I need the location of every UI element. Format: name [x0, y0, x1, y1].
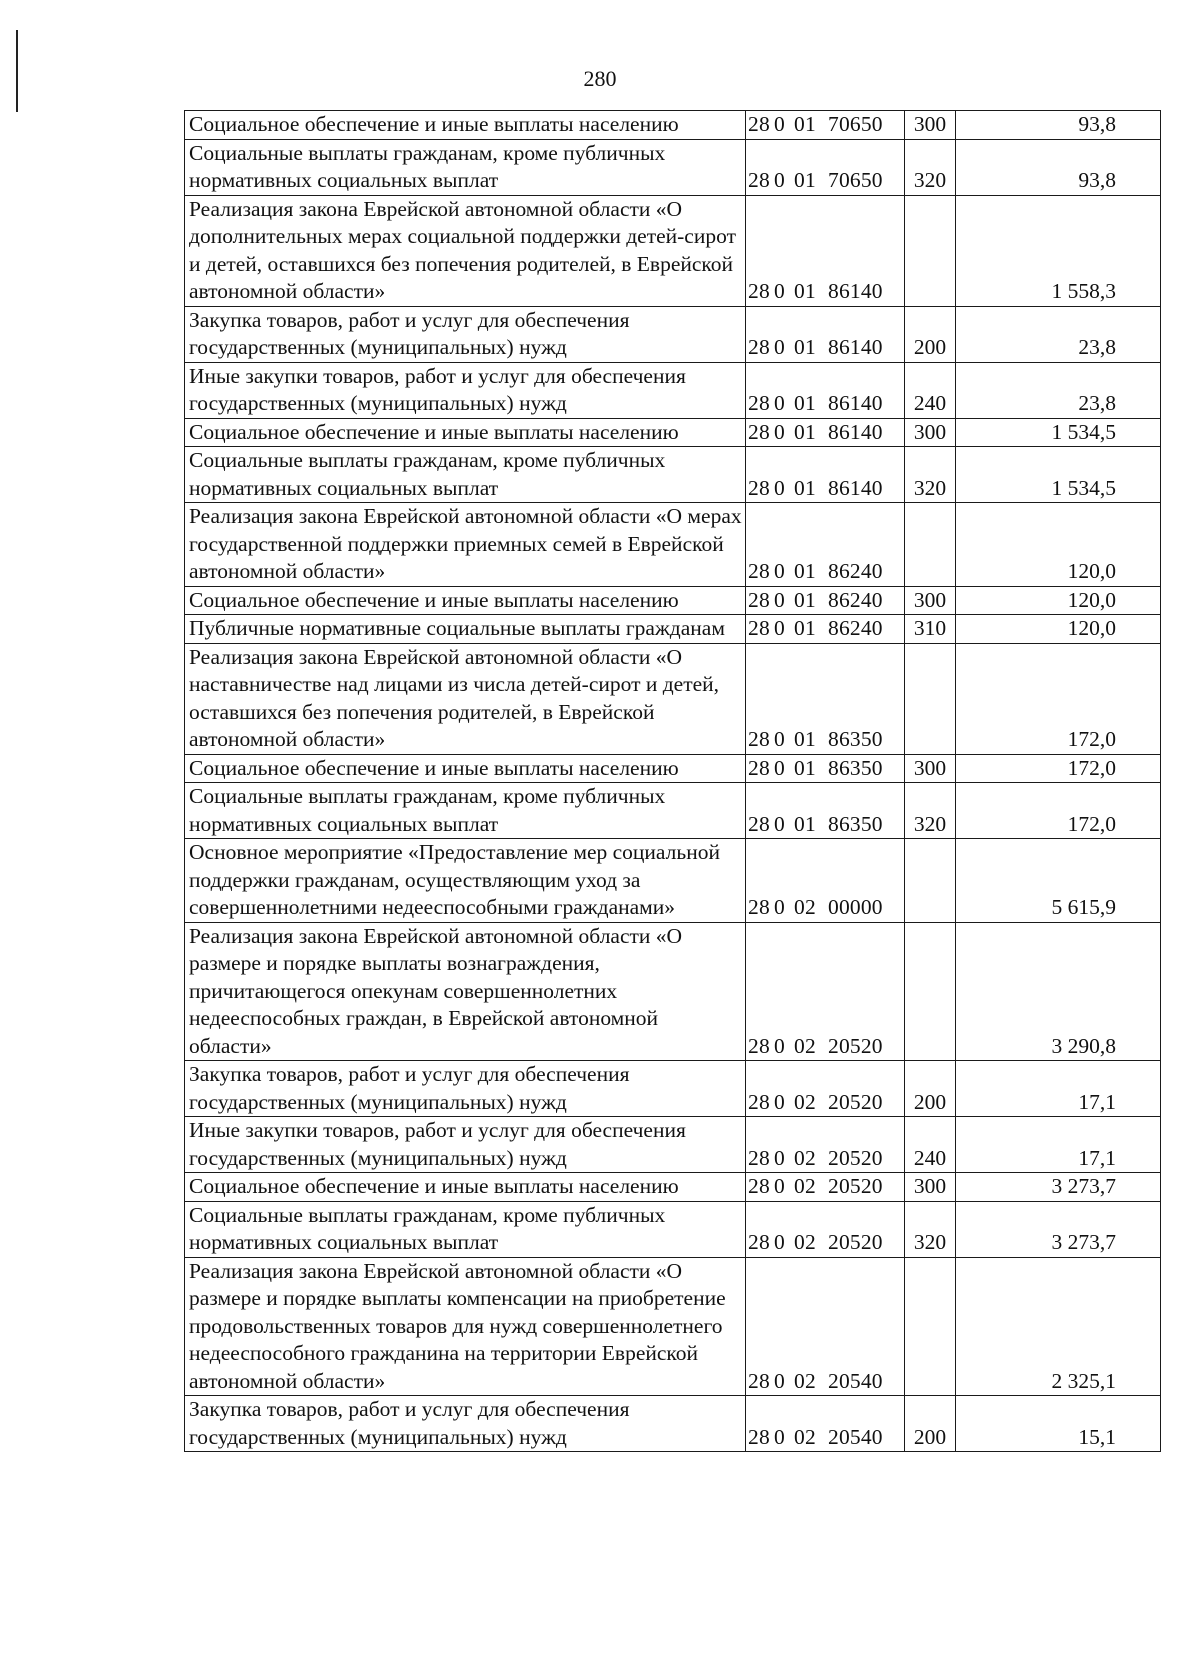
- table-row: [185, 111, 1161, 140]
- expense-name-cell: Социальные выплаты гражданам, кроме публичных нормативных социальных выплат: [185, 447, 746, 503]
- code-segment: 0: [774, 112, 785, 136]
- expense-name-cell: Закупка товаров, работ и услуг для обеспечения государственных (муниципальных) нужд: [185, 1396, 746, 1452]
- code-segment: 28: [748, 727, 770, 751]
- table-row: [185, 783, 1161, 839]
- code-segment: 28: [748, 1174, 770, 1198]
- expense-type-cell: 200: [905, 1061, 956, 1117]
- code-segment: 86240: [828, 616, 883, 640]
- code-segment: 28: [748, 1145, 770, 1170]
- code-segment: 0: [774, 168, 785, 192]
- expense-type-cell: 300: [905, 111, 956, 140]
- target-article-code-cell: [746, 586, 905, 615]
- code-segment: 0: [774, 587, 785, 612]
- code-segment: 28: [748, 391, 770, 415]
- expense-type-cell: 320: [905, 783, 956, 839]
- table-row: [185, 1201, 1161, 1257]
- code-segment: 28: [748, 1033, 770, 1058]
- code-segment: 20520: [828, 1145, 883, 1170]
- target-article-code-cell: [746, 195, 905, 306]
- expense-type-cell: [905, 643, 956, 754]
- expense-name-cell: Основное мероприятие «Предоставление мер социальной поддержки гражданам, осуществляющим уход за совершеннолетними недееспособными гражданами»: [185, 839, 746, 923]
- amount-cell: 1 558,3: [956, 195, 1161, 306]
- target-article-code-cell: [746, 754, 905, 783]
- target-article-code-cell: [746, 306, 905, 362]
- amount-cell: 23,8: [956, 306, 1161, 362]
- expense-type-cell: [905, 195, 956, 306]
- page-number: 280: [583, 66, 617, 91]
- code-segment: 86350: [828, 727, 883, 751]
- expense-name-cell: Реализация закона Еврейской автономной области «О наставничестве над лицами из числа детей-сирот и детей, оставшихся без попечения родителей, в Еврейской автономной области»: [185, 643, 746, 754]
- code-segment: 01: [794, 391, 816, 415]
- table-row: [185, 922, 1161, 1061]
- code-segment: 01: [794, 616, 816, 640]
- amount-cell: 120,0: [956, 503, 1161, 587]
- code-segment: 70650: [828, 168, 883, 192]
- expense-type-cell: 240: [905, 362, 956, 418]
- code-segment: 0: [774, 1089, 785, 1114]
- expense-name-cell: Публичные нормативные социальные выплаты гражданам: [185, 615, 746, 644]
- code-segment: 01: [794, 811, 816, 836]
- code-segment: 02: [794, 1089, 816, 1114]
- code-segment: 86140: [828, 419, 883, 444]
- code-segment: 0: [774, 419, 785, 444]
- amount-cell: 120,0: [956, 615, 1161, 644]
- target-article-code-cell: [746, 447, 905, 503]
- table-row: [185, 139, 1161, 195]
- target-article-code-cell: [746, 1061, 905, 1117]
- code-segment: 20520: [828, 1089, 883, 1114]
- code-segment: 02: [794, 1145, 816, 1170]
- amount-cell: 172,0: [956, 643, 1161, 754]
- code-segment: 0: [774, 755, 785, 780]
- code-segment: 70650: [828, 112, 883, 136]
- code-segment: 02: [794, 1174, 816, 1198]
- code-segment: 0: [774, 1368, 785, 1393]
- expense-type-cell: 320: [905, 1201, 956, 1257]
- expense-name-cell: Реализация закона Еврейской автономной области «О мерах государственной поддержки приемных семей в Еврейской автономной области»: [185, 503, 746, 587]
- code-segment: 01: [794, 168, 816, 192]
- amount-cell: 23,8: [956, 362, 1161, 418]
- code-segment: 01: [794, 419, 816, 444]
- expense-type-cell: 320: [905, 447, 956, 503]
- code-segment: 28: [748, 168, 770, 192]
- code-segment: 0: [774, 559, 785, 583]
- code-segment: 28: [748, 587, 770, 612]
- code-segment: 28: [748, 559, 770, 583]
- expense-type-cell: 240: [905, 1117, 956, 1173]
- code-segment: 86350: [828, 811, 883, 836]
- table-row: [185, 1173, 1161, 1202]
- amount-cell: 172,0: [956, 754, 1161, 783]
- table-row: [185, 447, 1161, 503]
- amount-cell: 1 534,5: [956, 418, 1161, 447]
- code-segment: 20540: [828, 1424, 883, 1449]
- expense-name-cell: Реализация закона Еврейской автономной области «О дополнительных мерах социальной поддержки детей-сирот и детей, оставшихся без попечения родителей, в Еврейской автономной области»: [185, 195, 746, 306]
- target-article-code-cell: [746, 1257, 905, 1396]
- amount-cell: 3 290,8: [956, 922, 1161, 1061]
- code-segment: 28: [748, 755, 770, 780]
- code-segment: 01: [794, 335, 816, 359]
- expense-name-cell: Социальное обеспечение и иные выплаты населению: [185, 586, 746, 615]
- code-segment: 28: [748, 279, 770, 303]
- code-segment: 0: [774, 1145, 785, 1170]
- table-row: [185, 615, 1161, 644]
- code-segment: 01: [794, 755, 816, 780]
- target-article-code-cell: [746, 1173, 905, 1202]
- code-segment: 28: [748, 1424, 770, 1449]
- code-segment: 00000: [828, 895, 883, 919]
- target-article-code-cell: [746, 1117, 905, 1173]
- amount-cell: 93,8: [956, 139, 1161, 195]
- expense-type-cell: [905, 922, 956, 1061]
- expense-name-cell: Социальное обеспечение и иные выплаты населению: [185, 1173, 746, 1202]
- expense-type-cell: 300: [905, 418, 956, 447]
- expense-name-cell: Закупка товаров, работ и услуг для обеспечения государственных (муниципальных) нужд: [185, 306, 746, 362]
- expense-name-cell: Реализация закона Еврейской автономной области «О размере и порядке выплаты компенсации на приобретение продовольственных товаров для нужд совершеннолетнего недееспособного гражданина на территории Еврейской автономной области»: [185, 1257, 746, 1396]
- expense-type-cell: [905, 1257, 956, 1396]
- table-row: [185, 306, 1161, 362]
- code-segment: 0: [774, 811, 785, 836]
- amount-cell: 2 325,1: [956, 1257, 1161, 1396]
- target-article-code-cell: [746, 503, 905, 587]
- code-segment: 0: [774, 616, 785, 640]
- expense-name-cell: Социальное обеспечение и иные выплаты населению: [185, 111, 746, 140]
- code-segment: 02: [794, 1424, 816, 1449]
- code-segment: 20540: [828, 1368, 883, 1393]
- budget-table: [184, 110, 1161, 1452]
- target-article-code-cell: [746, 139, 905, 195]
- table-row: [185, 1257, 1161, 1396]
- table-row: [185, 839, 1161, 923]
- code-segment: 0: [774, 895, 785, 919]
- code-segment: 20520: [828, 1174, 883, 1198]
- amount-cell: 3 273,7: [956, 1173, 1161, 1202]
- code-segment: 28: [748, 475, 770, 500]
- amount-cell: 15,1: [956, 1396, 1161, 1452]
- code-segment: 28: [748, 419, 770, 444]
- table-row: [185, 1396, 1161, 1452]
- code-segment: 28: [748, 112, 770, 136]
- code-segment: 01: [794, 587, 816, 612]
- code-segment: 02: [794, 1230, 816, 1254]
- code-segment: 28: [748, 811, 770, 836]
- expense-type-cell: 310: [905, 615, 956, 644]
- code-segment: 01: [794, 475, 816, 500]
- table-row: [185, 503, 1161, 587]
- amount-cell: 3 273,7: [956, 1201, 1161, 1257]
- expense-type-cell: 300: [905, 586, 956, 615]
- code-segment: 28: [748, 1368, 770, 1393]
- code-segment: 86140: [828, 475, 883, 500]
- table-row: [185, 754, 1161, 783]
- expense-type-cell: 200: [905, 306, 956, 362]
- table-row: [185, 1117, 1161, 1173]
- expense-name-cell: Социальные выплаты гражданам, кроме публичных нормативных социальных выплат: [185, 1201, 746, 1257]
- code-segment: 0: [774, 475, 785, 500]
- expense-name-cell: Реализация закона Еврейской автономной области «О размере и порядке выплаты вознаграждения, причитающегося опекунам совершеннолетних недееспособных граждан, в Еврейской автономной области»: [185, 922, 746, 1061]
- code-segment: 20520: [828, 1033, 883, 1058]
- code-segment: 0: [774, 1033, 785, 1058]
- code-segment: 86140: [828, 391, 883, 415]
- code-segment: 28: [748, 335, 770, 359]
- expense-name-cell: Социальное обеспечение и иные выплаты населению: [185, 418, 746, 447]
- code-segment: 0: [774, 279, 785, 303]
- code-segment: 02: [794, 895, 816, 919]
- table-row: [185, 586, 1161, 615]
- code-segment: 28: [748, 1230, 770, 1254]
- amount-cell: 5 615,9: [956, 839, 1161, 923]
- code-segment: 01: [794, 279, 816, 303]
- code-segment: 0: [774, 727, 785, 751]
- code-segment: 02: [794, 1368, 816, 1393]
- code-segment: 28: [748, 895, 770, 919]
- target-article-code-cell: [746, 922, 905, 1061]
- target-article-code-cell: [746, 1201, 905, 1257]
- expense-name-cell: Социальные выплаты гражданам, кроме публичных нормативных социальных выплат: [185, 783, 746, 839]
- code-segment: 0: [774, 1424, 785, 1449]
- code-segment: 0: [774, 1230, 785, 1254]
- code-segment: 28: [748, 1089, 770, 1114]
- code-segment: 0: [774, 391, 785, 415]
- budget-table-body: [185, 111, 1161, 1452]
- code-segment: 01: [794, 559, 816, 583]
- table-row: [185, 1061, 1161, 1117]
- code-segment: 0: [774, 1174, 785, 1198]
- expense-type-cell: 200: [905, 1396, 956, 1452]
- expense-type-cell: 300: [905, 754, 956, 783]
- expense-name-cell: Закупка товаров, работ и услуг для обеспечения государственных (муниципальных) нужд: [185, 1061, 746, 1117]
- amount-cell: 120,0: [956, 586, 1161, 615]
- code-segment: 28: [748, 616, 770, 640]
- expense-name-cell: Иные закупки товаров, работ и услуг для обеспечения государственных (муниципальных) нужд: [185, 362, 746, 418]
- expense-name-cell: Иные закупки товаров, работ и услуг для обеспечения государственных (муниципальных) нужд: [185, 1117, 746, 1173]
- target-article-code-cell: [746, 783, 905, 839]
- code-segment: 86140: [828, 279, 883, 303]
- target-article-code-cell: [746, 643, 905, 754]
- code-segment: 86240: [828, 587, 883, 612]
- amount-cell: 172,0: [956, 783, 1161, 839]
- table-row: [185, 362, 1161, 418]
- expense-type-cell: [905, 503, 956, 587]
- table-row: [185, 195, 1161, 306]
- expense-name-cell: Социальные выплаты гражданам, кроме публичных нормативных социальных выплат: [185, 139, 746, 195]
- target-article-code-cell: [746, 615, 905, 644]
- expense-type-cell: 320: [905, 139, 956, 195]
- expense-type-cell: [905, 839, 956, 923]
- amount-cell: 17,1: [956, 1117, 1161, 1173]
- code-segment: 20520: [828, 1230, 883, 1254]
- code-segment: 0: [774, 335, 785, 359]
- amount-cell: 1 534,5: [956, 447, 1161, 503]
- expense-name-cell: Социальное обеспечение и иные выплаты населению: [185, 754, 746, 783]
- table-row: [185, 418, 1161, 447]
- code-segment: 86240: [828, 559, 883, 583]
- expense-type-cell: 300: [905, 1173, 956, 1202]
- code-segment: 01: [794, 112, 816, 136]
- target-article-code-cell: [746, 418, 905, 447]
- target-article-code-cell: [746, 362, 905, 418]
- code-segment: 02: [794, 1033, 816, 1058]
- target-article-code-cell: [746, 839, 905, 923]
- code-segment: 86140: [828, 335, 883, 359]
- target-article-code-cell: [746, 111, 905, 140]
- amount-cell: 17,1: [956, 1061, 1161, 1117]
- table-row: [185, 643, 1161, 754]
- amount-cell: 93,8: [956, 111, 1161, 140]
- target-article-code-cell: [746, 1396, 905, 1452]
- code-segment: 86350: [828, 755, 883, 780]
- code-segment: 01: [794, 727, 816, 751]
